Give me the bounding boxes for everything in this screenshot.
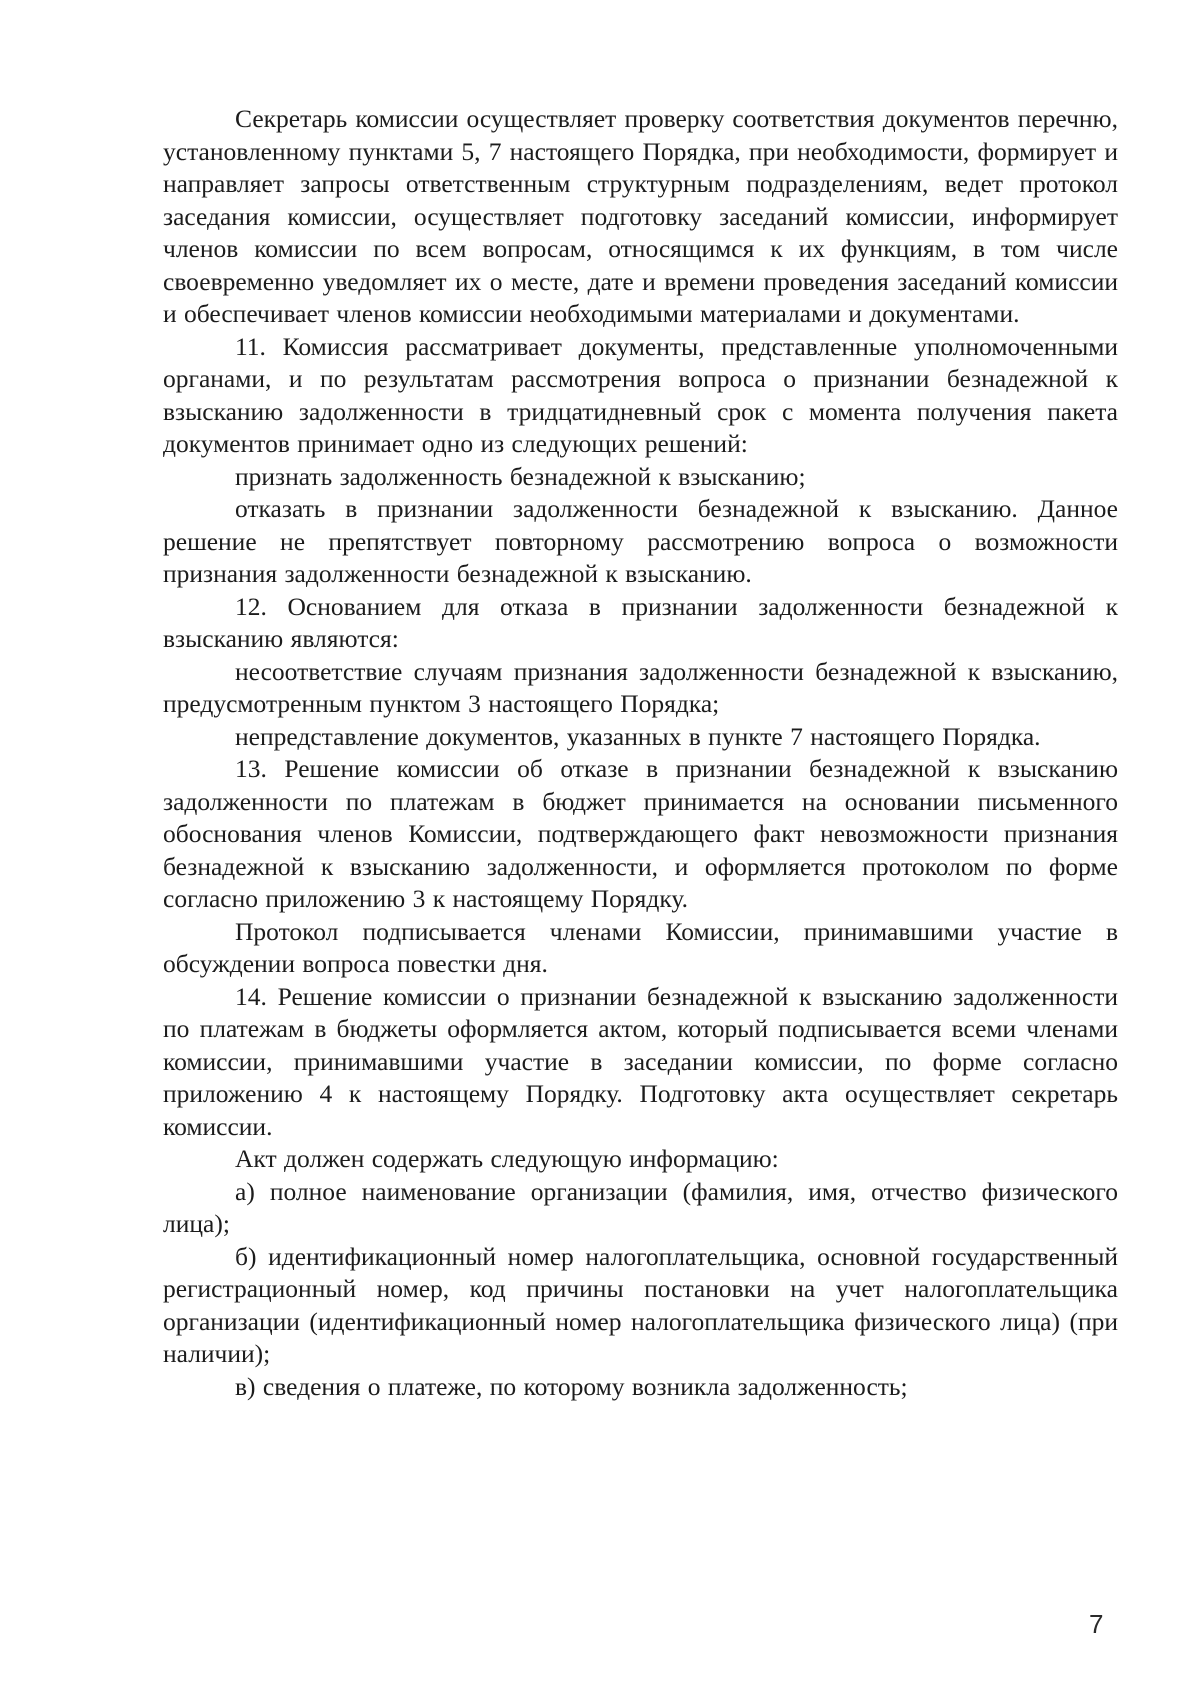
paragraph-item-11: 11. Комиссия рассматривает документы, представленные уполномоченными органами, и по результатам рассмотрения вопроса о признании безнадежной к взысканию задолженности в тридцатидневный срок с момента получения пакета документов принимает одно из следующих решений: [163, 331, 1118, 458]
paragraph-refusal-reason-1: несоответствие случаям признания задолженности безнадежной к взысканию, предусмотренным пунктом 3 настоящего Порядка; [163, 656, 1118, 718]
paragraph-item-14: 14. Решение комиссии о признании безнадежной к взысканию задолженности по платежам в бюджеты оформляется актом, который подписывается всеми членами комиссии, принимавшими участие в заседании комиссии, по форме согласно приложению 4 к настоящему Порядку. Подготовку акта осуществляет секретарь комиссии. [163, 981, 1118, 1141]
paragraph-protocol-signing: Протокол подписывается членами Комиссии, принимавшими участие в обсуждении вопроса повестки дня. [163, 916, 1118, 978]
paragraph-act-contents: Акт должен содержать следующую информацию: [235, 1144, 779, 1173]
page-number: 7 [1089, 1609, 1104, 1639]
paragraph-secretary-duties: Секретарь комиссии осуществляет проверку соответствия документов перечню, установленному пунктами 5, 7 настоящего Порядка, при необходимости, формирует и направляет запросы ответственным структурным подразделениям, ведет протокол заседания комиссии, осуществляет подготовку заседаний комиссии, информирует членов комиссии по всем вопросам, относящимся к их функциям, в том числе своевременно уведомляет их о месте, дате и времени проведения заседаний комиссии и обеспечивает членов комиссии необходимыми материалами и документами. [163, 104, 1118, 328]
paragraph-item-13: 13. Решение комиссии об отказе в признании безнадежной к взысканию задолженности по платежам в бюджет принимается на основании письменного обоснования членов Комиссии, подтверждающего факт невозможности признания безнадежной к взысканию задолженности, и оформляется протоколом по форме согласно приложению 3 к настоящему Порядку. [163, 754, 1118, 913]
paragraph-act-item-a: а) полное наименование организации (фамилия, имя, отчество физического лица); [163, 1176, 1118, 1238]
paragraph-act-item-b: б) идентификационный номер налогоплательщика, основной государственный регистрационный номер, код причины постановки на учет налогоплательщика организации (идентификационный номер налогоплательщика физического лица) (при наличии); [163, 1241, 1118, 1368]
paragraph-decision-recognize: признать задолженность безнадежной к взысканию; [235, 461, 806, 491]
paragraph-decision-refuse: отказать в признании задолженности безнадежной к взысканию. Данное решение не препятствует повторному рассмотрению вопроса о возможности признания задолженности безнадежной к взысканию. [163, 494, 1118, 588]
paragraph-refusal-reason-2: непредставление документов, указанных в пункте 7 настоящего Порядка. [235, 721, 1041, 751]
paragraph-item-12: 12. Основанием для отказа в признании задолженности безнадежной к взысканию являются: [163, 591, 1118, 653]
document-body [163, 103, 1118, 1403]
paragraph-act-item-v: в) сведения о платеже, по которому возникла задолженность; [235, 1371, 908, 1401]
